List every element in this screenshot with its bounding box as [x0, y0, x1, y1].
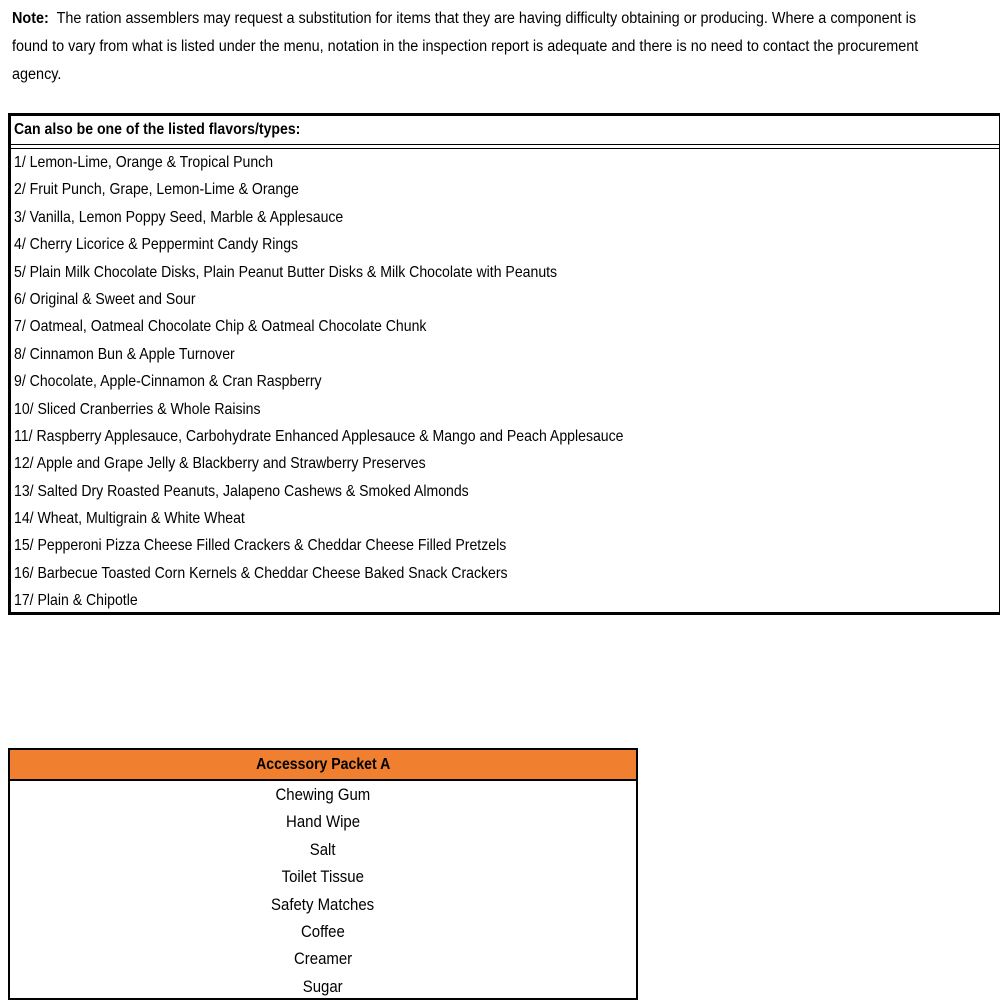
flavor-row-2: 2/ Fruit Punch, Grape, Lemon-Lime & Orange — [14, 181, 299, 199]
flavor-row-10: 10/ Sliced Cranberries & Whole Raisins — [14, 400, 261, 418]
flavor-row-5: 5/ Plain Milk Chocolate Disks, Plain Peanut Butter Disks & Milk Chocolate with Peanuts — [14, 263, 558, 281]
flavor-row-7: 7/ Oatmeal, Oatmeal Chocolate Chip & Oatmeal Chocolate Chunk — [14, 318, 427, 336]
accessory-item-3: Salt — [310, 839, 336, 859]
flavor-row-6: 6/ Original & Sweet and Sour — [14, 290, 196, 308]
flavor-row-8: 8/ Cinnamon Bun & Apple Turnover — [14, 345, 235, 363]
flavor-row-4: 4/ Cherry Licorice & Peppermint Candy Rings — [14, 236, 299, 254]
flavor-row-17: 17/ Plain & Chipotle — [14, 592, 138, 610]
flavor-row-14: 14/ Wheat, Multigrain & White Wheat — [14, 510, 245, 528]
flavor-row-12: 12/ Apple and Grape Jelly & Blackberry and Strawberry Preserves — [14, 455, 426, 473]
flavor-row-13: 13/ Salted Dry Roasted Peanuts, Jalapeno Cashews & Smoked Almonds — [14, 482, 469, 500]
accessory-item-6: Coffee — [301, 921, 345, 941]
accessory-item-7: Creamer — [293, 949, 353, 969]
note-paragraph — [12, 5, 919, 89]
accessory-packet-table — [8, 748, 638, 1000]
accessory-item-2: Hand Wipe — [285, 812, 361, 832]
flavor-row-1: 1/ Lemon-Lime, Orange & Tropical Punch — [14, 154, 274, 171]
flavor-row-9: 9/ Chocolate, Apple-Cinnamon & Cran Raspberry — [14, 373, 322, 391]
flavor-row-15: 15/ Pepperoni Pizza Cheese Filled Crackers & Cheddar Cheese Filled Pretzels — [14, 537, 507, 555]
note-text: The ration assemblers may request a substitution for items that they are having difficulty obtaining or producing. Where a component is found to vary from what is listed under the menu, notation in the inspection report is adequate and there is no need to contact the procurement agency. — [12, 10, 919, 83]
flavors-table-header: Can also be one of the listed flavors/types: — [11, 116, 999, 145]
flavors-table — [8, 113, 1000, 615]
accessory-item-5: Safety Matches — [271, 894, 375, 914]
note-label: Note: — [12, 10, 49, 27]
accessory-packet-header: Accessory Packet A — [10, 750, 636, 781]
flavor-row-11: 11/ Raspberry Applesauce, Carbohydrate Enhanced Applesauce & Mango and Peach Applesauce — [14, 427, 624, 445]
flavor-row-16: 16/ Barbecue Toasted Corn Kernels & Cheddar Cheese Baked Snack Crackers — [14, 564, 508, 582]
accessory-item-8: Sugar — [303, 976, 343, 996]
accessory-item-1: Chewing Gum — [275, 785, 371, 804]
accessory-item-4: Toilet Tissue — [281, 867, 365, 887]
flavor-row-3: 3/ Vanilla, Lemon Poppy Seed, Marble & Applesauce — [14, 208, 344, 226]
